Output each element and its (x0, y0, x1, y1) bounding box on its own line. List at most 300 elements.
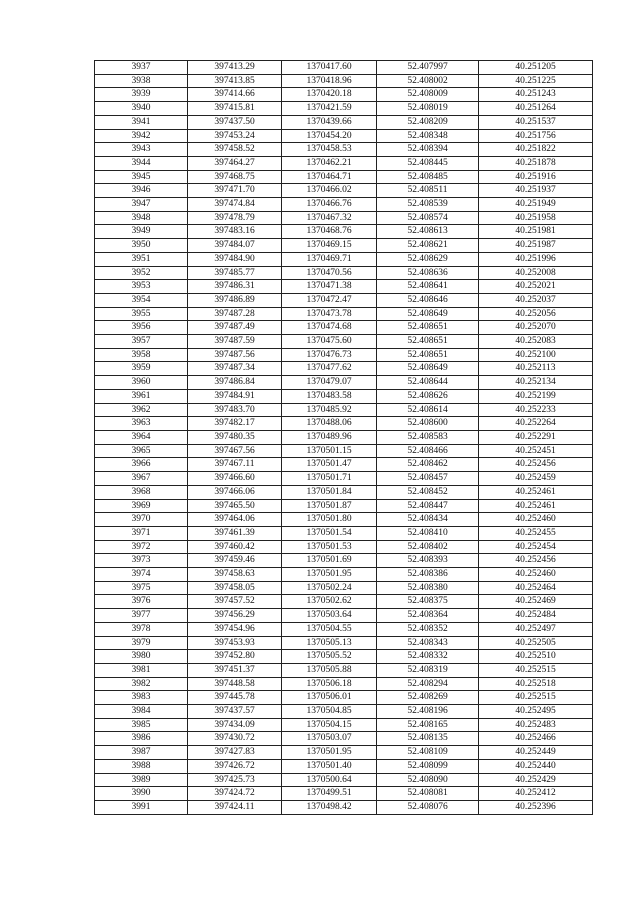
point-number-cell: 3943 (95, 143, 188, 157)
longitude-cell: 40.252461 (479, 499, 593, 513)
point-number-cell: 3963 (95, 417, 188, 431)
x-coordinate-cell: 397457.52 (188, 595, 282, 609)
table-row (95, 156, 593, 170)
x-coordinate-cell: 397448.58 (188, 677, 282, 691)
longitude-cell: 40.251916 (479, 170, 593, 184)
latitude-cell: 52.408332 (377, 650, 479, 664)
x-coordinate-cell: 397480.35 (188, 430, 282, 444)
latitude-cell: 52.408009 (377, 88, 479, 102)
y-coordinate-cell: 1370503.07 (282, 732, 377, 746)
y-coordinate-cell: 1370417.60 (282, 61, 377, 75)
x-coordinate-cell: 397483.16 (188, 225, 282, 239)
latitude-cell: 52.408165 (377, 718, 479, 732)
table-row (95, 513, 593, 527)
y-coordinate-cell: 1370462.21 (282, 156, 377, 170)
latitude-cell: 52.408614 (377, 403, 479, 417)
point-number-cell: 3947 (95, 198, 188, 212)
longitude-cell: 40.252461 (479, 485, 593, 499)
table-row (95, 705, 593, 719)
y-coordinate-cell: 1370501.87 (282, 499, 377, 513)
point-number-cell: 3937 (95, 61, 188, 75)
point-number-cell: 3983 (95, 691, 188, 705)
x-coordinate-cell: 397467.56 (188, 444, 282, 458)
x-coordinate-cell: 397434.09 (188, 718, 282, 732)
x-coordinate-cell: 397437.50 (188, 115, 282, 129)
table-row (95, 170, 593, 184)
longitude-cell: 40.252459 (479, 472, 593, 486)
table-row (95, 800, 593, 814)
longitude-cell: 40.251949 (479, 198, 593, 212)
latitude-cell: 52.408462 (377, 458, 479, 472)
table-row (95, 691, 593, 705)
table-row (95, 102, 593, 116)
y-coordinate-cell: 1370505.52 (282, 650, 377, 664)
point-number-cell: 3977 (95, 609, 188, 623)
table-row (95, 184, 593, 198)
point-number-cell: 3960 (95, 376, 188, 390)
table-row (95, 88, 593, 102)
longitude-cell: 40.252505 (479, 636, 593, 650)
y-coordinate-cell: 1370468.76 (282, 225, 377, 239)
longitude-cell: 40.252056 (479, 307, 593, 321)
point-number-cell: 3967 (95, 472, 188, 486)
latitude-cell: 52.408343 (377, 636, 479, 650)
point-number-cell: 3966 (95, 458, 188, 472)
longitude-cell: 40.251264 (479, 102, 593, 116)
latitude-cell: 52.408319 (377, 663, 479, 677)
y-coordinate-cell: 1370503.64 (282, 609, 377, 623)
x-coordinate-cell: 397437.57 (188, 705, 282, 719)
y-coordinate-cell: 1370501.54 (282, 526, 377, 540)
latitude-cell: 52.408613 (377, 225, 479, 239)
longitude-cell: 40.252037 (479, 293, 593, 307)
point-number-cell: 3987 (95, 746, 188, 760)
y-coordinate-cell: 1370476.73 (282, 348, 377, 362)
y-coordinate-cell: 1370501.47 (282, 458, 377, 472)
latitude-cell: 52.408621 (377, 239, 479, 253)
x-coordinate-cell: 397468.75 (188, 170, 282, 184)
table-row (95, 293, 593, 307)
y-coordinate-cell: 1370421.59 (282, 102, 377, 116)
y-coordinate-cell: 1370502.62 (282, 595, 377, 609)
x-coordinate-cell: 397454.96 (188, 622, 282, 636)
latitude-cell: 52.408511 (377, 184, 479, 198)
longitude-cell: 40.252456 (479, 554, 593, 568)
latitude-cell: 52.408651 (377, 321, 479, 335)
table-row (95, 198, 593, 212)
longitude-cell: 40.252291 (479, 430, 593, 444)
y-coordinate-cell: 1370469.15 (282, 239, 377, 253)
latitude-cell: 52.408196 (377, 705, 479, 719)
longitude-cell: 40.251878 (479, 156, 593, 170)
longitude-cell: 40.252264 (479, 417, 593, 431)
point-number-cell: 3944 (95, 156, 188, 170)
table-row (95, 759, 593, 773)
table-row (95, 540, 593, 554)
table-row (95, 485, 593, 499)
table-row (95, 595, 593, 609)
x-coordinate-cell: 397413.29 (188, 61, 282, 75)
point-number-cell: 3979 (95, 636, 188, 650)
longitude-cell: 40.252440 (479, 759, 593, 773)
point-number-cell: 3954 (95, 293, 188, 307)
y-coordinate-cell: 1370505.88 (282, 663, 377, 677)
x-coordinate-cell: 397487.56 (188, 348, 282, 362)
point-number-cell: 3982 (95, 677, 188, 691)
table-row (95, 773, 593, 787)
y-coordinate-cell: 1370502.24 (282, 581, 377, 595)
x-coordinate-cell: 397487.28 (188, 307, 282, 321)
latitude-cell: 52.408452 (377, 485, 479, 499)
x-coordinate-cell: 397482.17 (188, 417, 282, 431)
coordinates-table (94, 60, 593, 815)
point-number-cell: 3976 (95, 595, 188, 609)
longitude-cell: 40.252464 (479, 581, 593, 595)
longitude-cell: 40.251981 (479, 225, 593, 239)
point-number-cell: 3964 (95, 430, 188, 444)
y-coordinate-cell: 1370467.32 (282, 211, 377, 225)
table-row (95, 61, 593, 75)
point-number-cell: 3959 (95, 362, 188, 376)
table-row (95, 581, 593, 595)
latitude-cell: 52.408364 (377, 609, 479, 623)
latitude-cell: 52.408457 (377, 472, 479, 486)
y-coordinate-cell: 1370504.85 (282, 705, 377, 719)
longitude-cell: 40.252233 (479, 403, 593, 417)
x-coordinate-cell: 397425.73 (188, 773, 282, 787)
table-row (95, 211, 593, 225)
table-row (95, 622, 593, 636)
longitude-cell: 40.251937 (479, 184, 593, 198)
x-coordinate-cell: 397458.05 (188, 581, 282, 595)
y-coordinate-cell: 1370498.42 (282, 800, 377, 814)
longitude-cell: 40.251822 (479, 143, 593, 157)
table-row (95, 472, 593, 486)
table-row (95, 663, 593, 677)
table-row (95, 321, 593, 335)
latitude-cell: 52.408375 (377, 595, 479, 609)
x-coordinate-cell: 397451.37 (188, 663, 282, 677)
x-coordinate-cell: 397486.89 (188, 293, 282, 307)
x-coordinate-cell: 397452.80 (188, 650, 282, 664)
table-row (95, 444, 593, 458)
y-coordinate-cell: 1370473.78 (282, 307, 377, 321)
x-coordinate-cell: 397461.39 (188, 526, 282, 540)
table-row (95, 787, 593, 801)
y-coordinate-cell: 1370501.95 (282, 568, 377, 582)
x-coordinate-cell: 397486.84 (188, 376, 282, 390)
longitude-cell: 40.252460 (479, 568, 593, 582)
latitude-cell: 52.408269 (377, 691, 479, 705)
y-coordinate-cell: 1370475.60 (282, 335, 377, 349)
longitude-cell: 40.252412 (479, 787, 593, 801)
x-coordinate-cell: 397484.90 (188, 252, 282, 266)
x-coordinate-cell: 397484.07 (188, 239, 282, 253)
table-row (95, 526, 593, 540)
y-coordinate-cell: 1370479.07 (282, 376, 377, 390)
point-number-cell: 3989 (95, 773, 188, 787)
table-row (95, 115, 593, 129)
table-row (95, 430, 593, 444)
latitude-cell: 52.408629 (377, 252, 479, 266)
y-coordinate-cell: 1370470.56 (282, 266, 377, 280)
latitude-cell: 52.408019 (377, 102, 479, 116)
table-row (95, 362, 593, 376)
y-coordinate-cell: 1370501.80 (282, 513, 377, 527)
longitude-cell: 40.252083 (479, 335, 593, 349)
x-coordinate-cell: 397415.81 (188, 102, 282, 116)
point-number-cell: 3962 (95, 403, 188, 417)
table-row (95, 376, 593, 390)
x-coordinate-cell: 397413.85 (188, 74, 282, 88)
y-coordinate-cell: 1370472.47 (282, 293, 377, 307)
x-coordinate-cell: 397458.52 (188, 143, 282, 157)
table-row (95, 746, 593, 760)
x-coordinate-cell: 397424.72 (188, 787, 282, 801)
table-row (95, 74, 593, 88)
latitude-cell: 52.408636 (377, 266, 479, 280)
point-number-cell: 3984 (95, 705, 188, 719)
table-row (95, 718, 593, 732)
longitude-cell: 40.252134 (479, 376, 593, 390)
table-row (95, 554, 593, 568)
longitude-cell: 40.252497 (479, 622, 593, 636)
x-coordinate-cell: 397484.91 (188, 389, 282, 403)
x-coordinate-cell: 397487.34 (188, 362, 282, 376)
x-coordinate-cell: 397459.46 (188, 554, 282, 568)
longitude-cell: 40.252070 (479, 321, 593, 335)
table-row (95, 568, 593, 582)
point-number-cell: 3972 (95, 540, 188, 554)
point-number-cell: 3946 (95, 184, 188, 198)
x-coordinate-cell: 397465.50 (188, 499, 282, 513)
x-coordinate-cell: 397471.70 (188, 184, 282, 198)
longitude-cell: 40.252483 (479, 718, 593, 732)
longitude-cell: 40.252455 (479, 526, 593, 540)
longitude-cell: 40.252429 (479, 773, 593, 787)
longitude-cell: 40.252396 (479, 800, 593, 814)
point-number-cell: 3965 (95, 444, 188, 458)
y-coordinate-cell: 1370483.58 (282, 389, 377, 403)
latitude-cell: 52.408485 (377, 170, 479, 184)
point-number-cell: 3938 (95, 74, 188, 88)
table-row (95, 143, 593, 157)
point-number-cell: 3949 (95, 225, 188, 239)
longitude-cell: 40.251537 (479, 115, 593, 129)
y-coordinate-cell: 1370418.96 (282, 74, 377, 88)
longitude-cell: 40.252008 (479, 266, 593, 280)
longitude-cell: 40.252199 (479, 389, 593, 403)
y-coordinate-cell: 1370477.62 (282, 362, 377, 376)
latitude-cell: 52.408445 (377, 156, 479, 170)
point-number-cell: 3973 (95, 554, 188, 568)
x-coordinate-cell: 397464.06 (188, 513, 282, 527)
longitude-cell: 40.252510 (479, 650, 593, 664)
table-row (95, 239, 593, 253)
table-row (95, 609, 593, 623)
point-number-cell: 3941 (95, 115, 188, 129)
longitude-cell: 40.252495 (479, 705, 593, 719)
point-number-cell: 3955 (95, 307, 188, 321)
longitude-cell: 40.252451 (479, 444, 593, 458)
x-coordinate-cell: 397467.11 (188, 458, 282, 472)
y-coordinate-cell: 1370469.71 (282, 252, 377, 266)
longitude-cell: 40.252021 (479, 280, 593, 294)
y-coordinate-cell: 1370466.76 (282, 198, 377, 212)
latitude-cell: 52.408081 (377, 787, 479, 801)
latitude-cell: 52.408294 (377, 677, 479, 691)
latitude-cell: 52.408380 (377, 581, 479, 595)
longitude-cell: 40.252449 (479, 746, 593, 760)
x-coordinate-cell: 397486.31 (188, 280, 282, 294)
point-number-cell: 3970 (95, 513, 188, 527)
point-number-cell: 3957 (95, 335, 188, 349)
longitude-cell: 40.251225 (479, 74, 593, 88)
x-coordinate-cell: 397487.49 (188, 321, 282, 335)
longitude-cell: 40.251756 (479, 129, 593, 143)
point-number-cell: 3969 (95, 499, 188, 513)
y-coordinate-cell: 1370501.84 (282, 485, 377, 499)
longitude-cell: 40.251996 (479, 252, 593, 266)
latitude-cell: 52.408583 (377, 430, 479, 444)
latitude-cell: 52.408646 (377, 293, 479, 307)
point-number-cell: 3991 (95, 800, 188, 814)
table-row (95, 335, 593, 349)
x-coordinate-cell: 397414.66 (188, 88, 282, 102)
table-row (95, 252, 593, 266)
longitude-cell: 40.252469 (479, 595, 593, 609)
point-number-cell: 3940 (95, 102, 188, 116)
y-coordinate-cell: 1370420.18 (282, 88, 377, 102)
y-coordinate-cell: 1370501.53 (282, 540, 377, 554)
x-coordinate-cell: 397464.27 (188, 156, 282, 170)
y-coordinate-cell: 1370471.38 (282, 280, 377, 294)
point-number-cell: 3958 (95, 348, 188, 362)
y-coordinate-cell: 1370499.51 (282, 787, 377, 801)
latitude-cell: 52.408090 (377, 773, 479, 787)
y-coordinate-cell: 1370501.40 (282, 759, 377, 773)
y-coordinate-cell: 1370474.68 (282, 321, 377, 335)
latitude-cell: 52.408348 (377, 129, 479, 143)
x-coordinate-cell: 397424.11 (188, 800, 282, 814)
latitude-cell: 52.408644 (377, 376, 479, 390)
x-coordinate-cell: 397427.83 (188, 746, 282, 760)
point-number-cell: 3953 (95, 280, 188, 294)
y-coordinate-cell: 1370489.96 (282, 430, 377, 444)
point-number-cell: 3980 (95, 650, 188, 664)
x-coordinate-cell: 397456.29 (188, 609, 282, 623)
point-number-cell: 3945 (95, 170, 188, 184)
y-coordinate-cell: 1370485.92 (282, 403, 377, 417)
point-number-cell: 3985 (95, 718, 188, 732)
y-coordinate-cell: 1370501.95 (282, 746, 377, 760)
point-number-cell: 3951 (95, 252, 188, 266)
latitude-cell: 52.408651 (377, 335, 479, 349)
latitude-cell: 52.408002 (377, 74, 479, 88)
latitude-cell: 52.408641 (377, 280, 479, 294)
point-number-cell: 3981 (95, 663, 188, 677)
y-coordinate-cell: 1370466.02 (282, 184, 377, 198)
coordinates-table-body (95, 61, 593, 815)
latitude-cell: 52.408109 (377, 746, 479, 760)
x-coordinate-cell: 397426.72 (188, 759, 282, 773)
x-coordinate-cell: 397474.84 (188, 198, 282, 212)
y-coordinate-cell: 1370464.71 (282, 170, 377, 184)
latitude-cell: 52.408394 (377, 143, 479, 157)
latitude-cell: 52.408626 (377, 389, 479, 403)
longitude-cell: 40.251987 (479, 239, 593, 253)
latitude-cell: 52.408402 (377, 540, 479, 554)
x-coordinate-cell: 397445.78 (188, 691, 282, 705)
x-coordinate-cell: 397466.06 (188, 485, 282, 499)
longitude-cell: 40.251243 (479, 88, 593, 102)
latitude-cell: 52.408651 (377, 348, 479, 362)
y-coordinate-cell: 1370458.53 (282, 143, 377, 157)
longitude-cell: 40.252454 (479, 540, 593, 554)
table-row (95, 389, 593, 403)
table-row (95, 403, 593, 417)
longitude-cell: 40.252515 (479, 691, 593, 705)
table-row (95, 280, 593, 294)
table-row (95, 129, 593, 143)
x-coordinate-cell: 397430.72 (188, 732, 282, 746)
table-row (95, 650, 593, 664)
y-coordinate-cell: 1370501.15 (282, 444, 377, 458)
longitude-cell: 40.252113 (479, 362, 593, 376)
x-coordinate-cell: 397458.63 (188, 568, 282, 582)
point-number-cell: 3975 (95, 581, 188, 595)
point-number-cell: 3948 (95, 211, 188, 225)
latitude-cell: 52.408649 (377, 362, 479, 376)
x-coordinate-cell: 397466.60 (188, 472, 282, 486)
y-coordinate-cell: 1370506.18 (282, 677, 377, 691)
x-coordinate-cell: 397478.79 (188, 211, 282, 225)
y-coordinate-cell: 1370505.13 (282, 636, 377, 650)
x-coordinate-cell: 397460.42 (188, 540, 282, 554)
table-row (95, 636, 593, 650)
y-coordinate-cell: 1370500.64 (282, 773, 377, 787)
latitude-cell: 52.408386 (377, 568, 479, 582)
table-row (95, 225, 593, 239)
point-number-cell: 3974 (95, 568, 188, 582)
point-number-cell: 3950 (95, 239, 188, 253)
latitude-cell: 52.408352 (377, 622, 479, 636)
point-number-cell: 3986 (95, 732, 188, 746)
point-number-cell: 3971 (95, 526, 188, 540)
x-coordinate-cell: 397453.24 (188, 129, 282, 143)
latitude-cell: 52.408099 (377, 759, 479, 773)
longitude-cell: 40.252460 (479, 513, 593, 527)
latitude-cell: 52.407997 (377, 61, 479, 75)
latitude-cell: 52.408539 (377, 198, 479, 212)
longitude-cell: 40.252466 (479, 732, 593, 746)
point-number-cell: 3939 (95, 88, 188, 102)
y-coordinate-cell: 1370504.55 (282, 622, 377, 636)
latitude-cell: 52.408410 (377, 526, 479, 540)
latitude-cell: 52.408649 (377, 307, 479, 321)
table-row (95, 732, 593, 746)
point-number-cell: 3942 (95, 129, 188, 143)
latitude-cell: 52.408393 (377, 554, 479, 568)
latitude-cell: 52.408434 (377, 513, 479, 527)
table-row (95, 458, 593, 472)
longitude-cell: 40.251205 (479, 61, 593, 75)
point-number-cell: 3978 (95, 622, 188, 636)
y-coordinate-cell: 1370501.71 (282, 472, 377, 486)
table-row (95, 307, 593, 321)
latitude-cell: 52.408076 (377, 800, 479, 814)
y-coordinate-cell: 1370439.66 (282, 115, 377, 129)
